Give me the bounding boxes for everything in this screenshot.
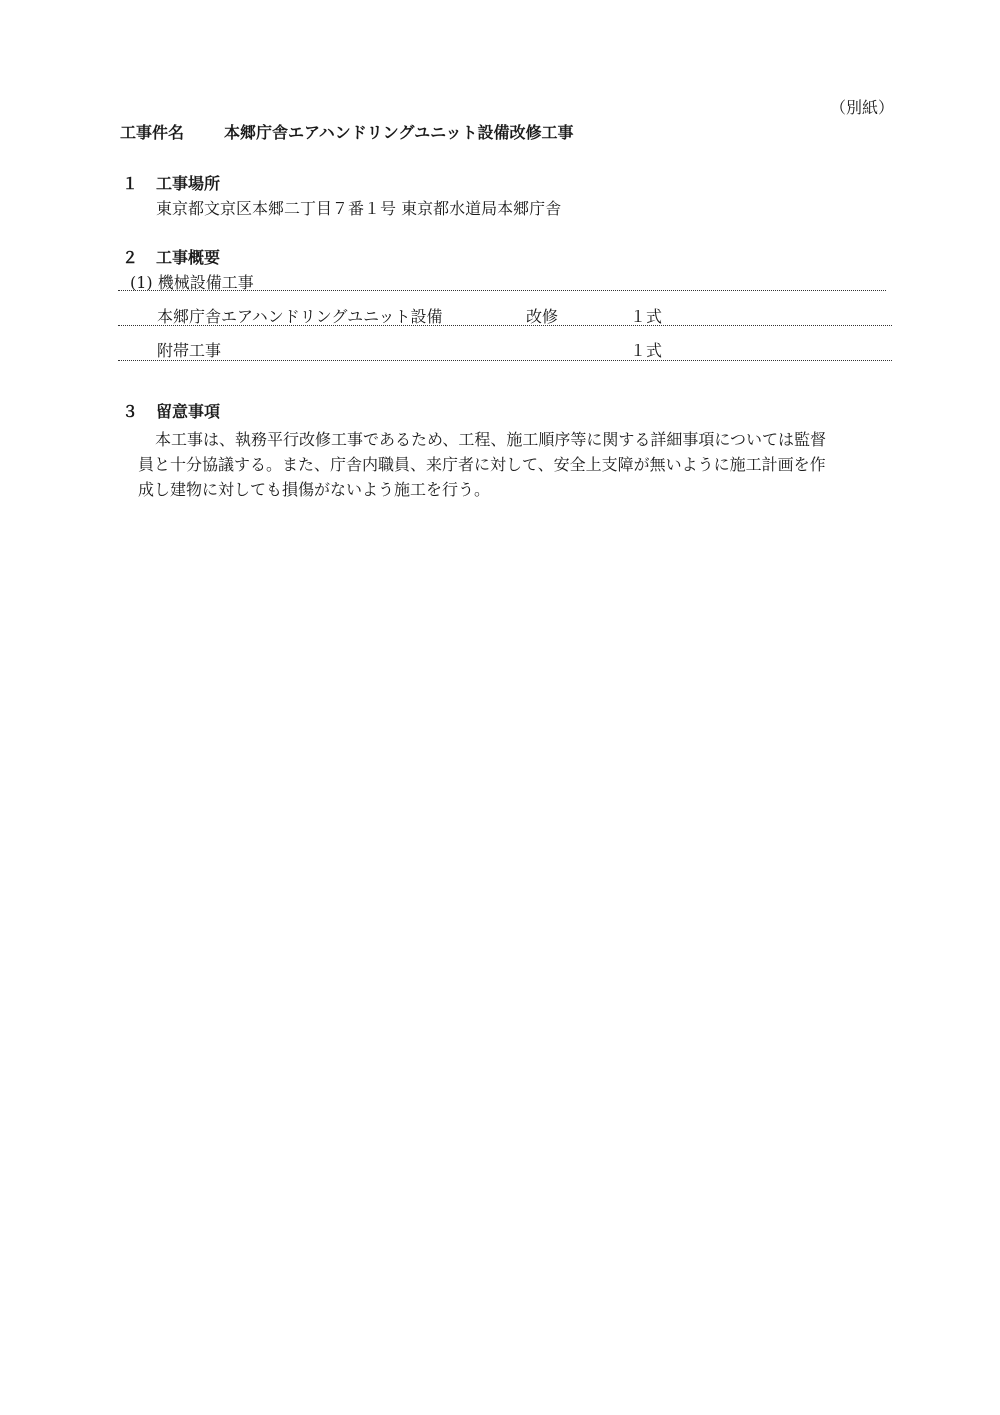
section-2-number: ２ xyxy=(122,248,139,267)
section-2-heading xyxy=(122,248,220,268)
work-item-name: 本郷庁舎エアハンドリングユニット設備 xyxy=(157,307,443,326)
work-item-type: 改修 xyxy=(526,307,559,326)
notes-line: 本工事は、執務平行改修工事であるため、工程、施工順序等に関する詳細事項については監督 xyxy=(155,430,827,449)
project-title-value: 本郷庁舎エアハンドリングユニット設備改修工事 xyxy=(224,123,574,142)
notes-paragraph xyxy=(138,427,898,502)
work-item-name: 附帯工事 xyxy=(157,341,222,360)
work-category-subheading: (1) 機械設備工事 xyxy=(130,273,254,292)
dotted-divider xyxy=(118,290,886,291)
construction-location: 東京都文京区本郷二丁目７番１号 東京都水道局本郷庁舎 xyxy=(156,199,562,218)
dotted-divider xyxy=(118,325,892,326)
section-3-title: 留意事項 xyxy=(156,402,221,421)
section-3-number: ３ xyxy=(122,402,139,421)
section-1-heading xyxy=(122,174,220,194)
notes-line: 成し建物に対しても損傷がないよう施工を行う。 xyxy=(138,480,491,499)
project-title-row xyxy=(120,123,573,143)
project-title-label: 工事件名 xyxy=(120,123,185,142)
dotted-divider xyxy=(118,360,892,361)
section-3-heading xyxy=(122,402,220,422)
section-1-number: １ xyxy=(122,174,139,193)
attachment-label: （別紙） xyxy=(829,98,894,117)
section-2-title: 工事概要 xyxy=(156,248,221,267)
notes-line: 員と十分協議する。また、庁舎内職員、来庁者に対して、安全上支障が無いように施工計画を作 xyxy=(138,455,826,474)
work-item-quantity: １式 xyxy=(630,307,663,326)
section-1-title: 工事場所 xyxy=(156,174,221,193)
work-item-quantity: １式 xyxy=(630,341,663,360)
